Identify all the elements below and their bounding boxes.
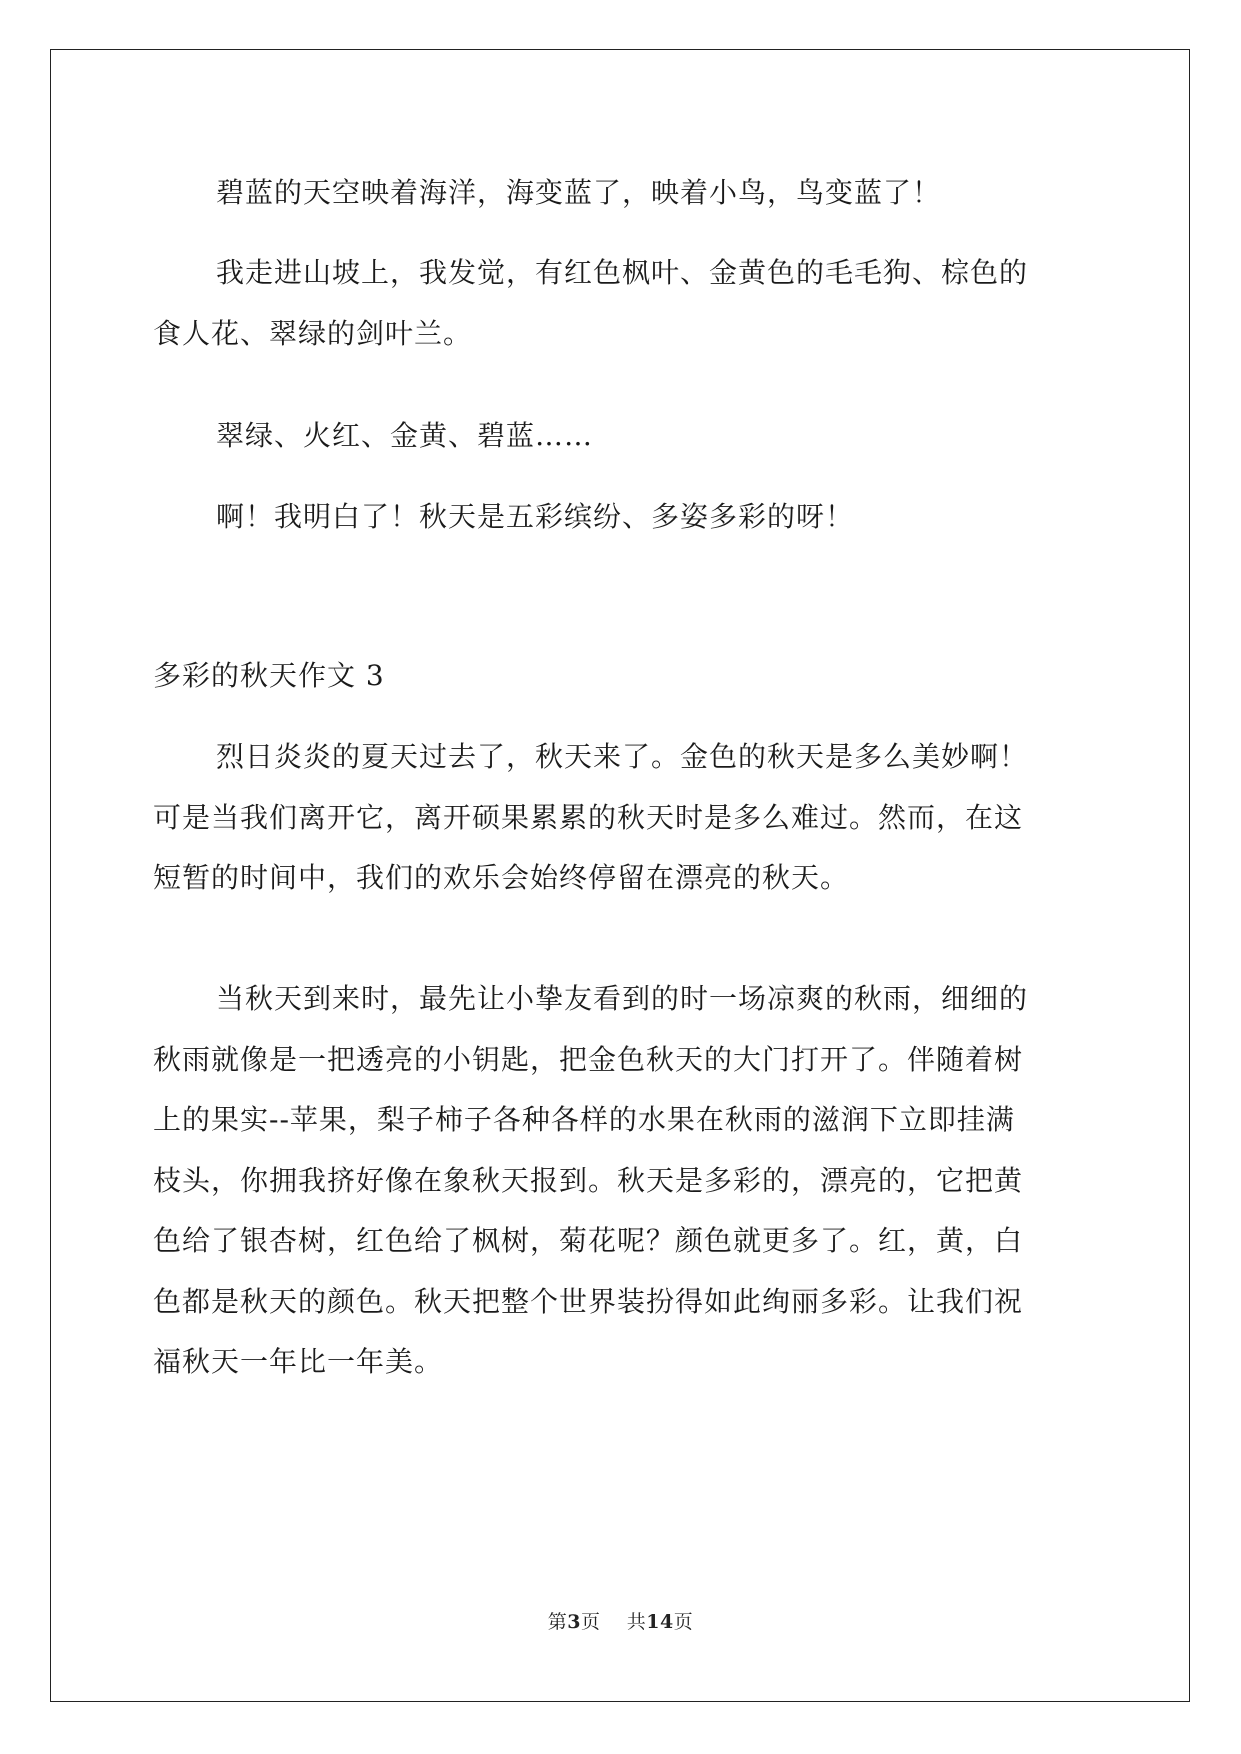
paragraph-2 — [153, 243, 1093, 364]
section-title: 多彩的秋天作文 3 — [153, 659, 385, 692]
paragraph-1 — [153, 163, 1093, 224]
paragraph-line: 啊！我明白了！秋天是五彩缤纷、多姿多彩的呀！ — [216, 500, 855, 533]
paragraph-4 — [153, 487, 1093, 548]
paragraph-5 — [153, 727, 1093, 909]
paragraph-line: 当秋天到来时，最先让小挚友看到的时一场凉爽的秋雨，细细的 — [216, 982, 1029, 1015]
page-prefix: 第 — [547, 1611, 568, 1633]
paragraph-6 — [153, 969, 1093, 1393]
paragraph-line: 福秋天一年比一年美。 — [153, 1345, 444, 1378]
paragraph-line: 色都是秋天的颜色。秋天把整个世界装扮得如此绚丽多彩。让我们祝 — [153, 1284, 1024, 1318]
paragraph-line: 短暂的时间中，我们的欢乐会始终停留在漂亮的秋天。 — [153, 861, 850, 894]
paragraph-line: 我走进山坡上，我发觉，有红色枫叶、金黄色的毛毛狗、棕色的 — [216, 256, 1029, 289]
paragraph-line: 烈日炎炎的夏天过去了，秋天来了。金色的秋天是多么美妙啊！ — [216, 740, 1029, 773]
page-footer — [0, 1607, 1241, 1634]
total-prefix: 共 — [626, 1611, 647, 1633]
page-number: 3 — [567, 1611, 582, 1633]
paragraph-line: 食人花、翠绿的剑叶兰。 — [153, 316, 473, 350]
paragraph-line: 秋雨就像是一把透亮的小钥匙，把金色秋天的大门打开了。伴随着树 — [153, 1042, 1024, 1076]
total-suffix: 页 — [673, 1611, 694, 1633]
paragraph-line: 上的果实--苹果，梨子柿子各种各样的水果在秋雨的滋润下立即挂满 — [153, 1103, 1015, 1136]
paragraph-line: 可是当我们离开它，离开硕果累累的秋天时是多么难过。然而，在这 — [153, 800, 1024, 834]
paragraph-line: 色给了银杏树，红色给了枫树，菊花呢？颜色就更多了。红，黄，白 — [153, 1224, 1024, 1257]
paragraph-3 — [153, 406, 1093, 467]
page-suffix: 页 — [581, 1611, 601, 1633]
paragraph-line: 枝头，你拥我挤好像在象秋天报到。秋天是多彩的，漂亮的，它把黄 — [153, 1163, 1024, 1197]
total-pages: 14 — [646, 1611, 674, 1633]
paragraph-line: 翠绿、火红、金黄、碧蓝…… — [216, 419, 594, 452]
paragraph-line: 碧蓝的天空映着海洋，海变蓝了，映着小鸟，鸟变蓝了！ — [216, 176, 942, 209]
